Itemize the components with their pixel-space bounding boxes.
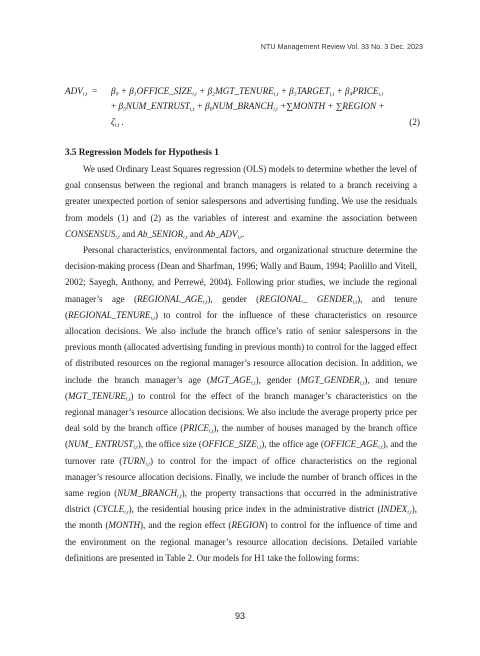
section-heading: 3.5 Regression Models for Hypothesis 1 <box>65 147 219 157</box>
body-text <box>65 161 417 566</box>
equation-lhs: $ADV_{i,t}$ <box>65 86 88 98</box>
running-header <box>261 42 423 51</box>
paragraph-2: Personal characteristics, environmental factors, and organizational structure determine the decision-making process (Dean and Sharfman, 1996; Wally and Baum, 1994; Paolillo and Vitell, 2002; Sayegh, Anthony, and Perrewé, 2004). Following prior studies, we include the regional manager’s age $(REGIONAL\_AGE_{i,t})$, gender (REGIONAL_ $GENDER_{i,t}$), and tenure $(REGIONAL\_TENURE_{i,t})$ to control for the influence of these characteristics on resource allocation decisions. We also include the branch office’s ratio of senior salespersons in the previous month (allocated advertising funding in previous month) to control for the lagged effect of distributed resources on the regional manager’s resource allocation decision. In addition, we include the branch manager’s age $(MGT\_AGE_{i,t})$, gender $(MGT\_GENDER_{i,t})$, and tenure $(MGT\_TENURE_{i,t})$ to control for the effect of the branch manager’s characteristics on the regional manager’s resource allocation decisions. We also include the average property price per deal sold by the branch office $(PRICE_{i,t})$, the number of houses managed by the branch office (NUM_ $ENTRUST_{i,t}$), the office size $(OFFICE\_SIZE_{i,t})$, the office age $(OFFICE\_AGE_{i,t})$, and the turnover rate $(TURN_{i,t})$ to control for the impact of office characteristics on the regional manager’s resource allocation decisions. Finally, we include the number of branch offices in the same region $(NUM\_BRANCH_{i,t})$, the property transactions that occurred in the administrative district $(CYCLE_{i,t})$, the residential housing price index in the administrative district $(INDEX_{i,t})$, the month (MONTH), and the region effect (REGION) to control for the influence of time and the environment on the regional manager’s resource allocation decisions. Detailed variable definitions are presented in Table 2. Our models for H1 take the following forms: <box>65 245 418 563</box>
equation-relation: = <box>92 86 98 96</box>
equation-number: (2) <box>409 117 420 127</box>
page-number: 93 <box>234 611 245 621</box>
journal-name: NTU Management Review <box>260 42 346 51</box>
paragraph-1: We used Ordinary Least Squares regression (OLS) models to determine whether the level of goal consensus between the regional and branch managers is related to a branch receiving a greater unexpected portion of senior salespersons and advertising funding. We use the residuals from models (1) and (2) as the variables of interest and examine the association between $CONSENSUS_{i,t}$ and $Ab\_SENIOR_{i,t}$ and $Ab\_ADV_{i,t}$. <box>65 164 417 241</box>
equation-line-1: $\beta_0$ + $\beta_1OFFICE\_SIZE_{i,t}$ + $\beta_2MGT\_TENURE_{i,t}$ + $\beta_3TARGET_{i,t}$ + $\beta_4PRICE_{i,t}$ <box>111 86 384 98</box>
journal-volume: Vol. 33 No. 3 Dec. 2023 <box>347 42 423 51</box>
